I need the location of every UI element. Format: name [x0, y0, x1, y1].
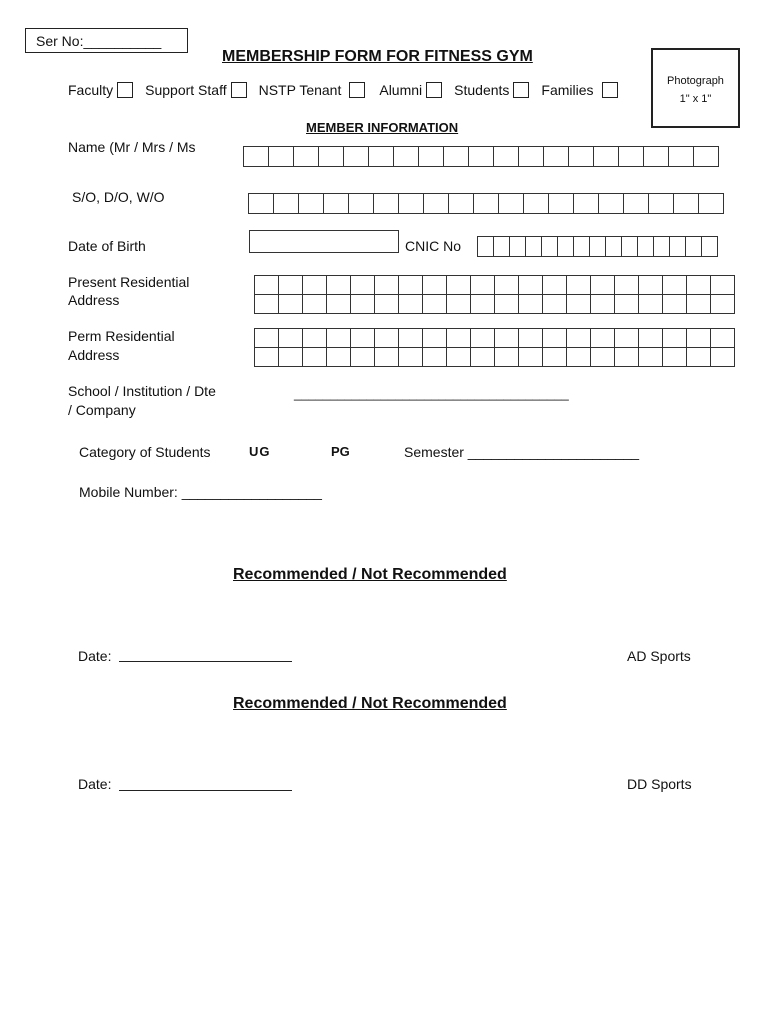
char-box[interactable] [350, 275, 375, 295]
char-box[interactable] [446, 275, 471, 295]
char-box[interactable] [669, 236, 686, 257]
char-box[interactable] [548, 193, 574, 214]
char-box[interactable] [393, 146, 419, 167]
char-box[interactable] [653, 236, 670, 257]
char-box[interactable] [710, 275, 735, 295]
char-box[interactable] [494, 275, 519, 295]
char-box[interactable] [662, 294, 687, 314]
char-box[interactable] [302, 347, 327, 367]
char-box[interactable] [698, 193, 724, 214]
char-box[interactable] [518, 146, 544, 167]
char-box[interactable] [686, 275, 711, 295]
char-box[interactable] [543, 146, 569, 167]
char-box[interactable] [468, 146, 494, 167]
perm-address-label-line2: Address [68, 347, 120, 363]
char-box[interactable] [398, 275, 423, 295]
char-box[interactable] [593, 146, 619, 167]
char-box[interactable] [273, 193, 299, 214]
char-box[interactable] [509, 236, 526, 257]
char-box[interactable] [686, 347, 711, 367]
char-box[interactable] [623, 193, 649, 214]
signatory-label: DD Sports [627, 776, 692, 792]
char-box[interactable] [614, 328, 639, 348]
char-box[interactable] [254, 294, 279, 314]
photograph-size: 1" x 1" [679, 93, 712, 105]
cnic-input-grid[interactable] [478, 236, 718, 257]
char-box[interactable] [470, 347, 495, 367]
category-label: Families [541, 82, 594, 98]
char-box[interactable] [374, 294, 399, 314]
char-box[interactable] [648, 193, 674, 214]
school-label-line2: / Company [68, 402, 136, 418]
name-input-grid[interactable] [244, 146, 719, 167]
char-box[interactable] [302, 294, 327, 314]
category-families[interactable] [541, 82, 617, 98]
dob-input[interactable] [249, 230, 399, 253]
char-box[interactable] [494, 347, 519, 367]
char-box[interactable] [318, 146, 344, 167]
char-box[interactable] [498, 193, 524, 214]
char-box[interactable] [525, 236, 542, 257]
char-box[interactable] [350, 347, 375, 367]
present-address-label: Present Residential [68, 274, 190, 290]
char-box[interactable] [374, 347, 399, 367]
char-box[interactable] [448, 193, 474, 214]
date-label: Date: [78, 648, 112, 664]
category-nstp-tenant[interactable] [259, 82, 366, 98]
char-box[interactable] [542, 275, 567, 295]
char-box[interactable] [494, 328, 519, 348]
char-box[interactable] [693, 146, 719, 167]
char-box[interactable] [686, 294, 711, 314]
char-box[interactable] [590, 294, 615, 314]
char-box[interactable] [248, 193, 274, 214]
char-box[interactable] [523, 193, 549, 214]
ug-option[interactable]: UG [249, 444, 271, 459]
semester-field[interactable]: Semester ______________________ [404, 444, 640, 460]
char-box[interactable] [590, 347, 615, 367]
char-box[interactable] [470, 294, 495, 314]
char-box[interactable] [470, 328, 495, 348]
photograph-label: Photograph [667, 75, 724, 87]
student-category-label: Category of Students [79, 444, 211, 460]
char-box[interactable] [541, 236, 558, 257]
cnic-label: CNIC No [405, 238, 462, 254]
school-input-line[interactable]: ______________________________________ [294, 386, 569, 401]
char-box[interactable] [614, 275, 639, 295]
char-box[interactable] [605, 236, 622, 257]
char-box[interactable] [662, 275, 687, 295]
name-label: Name (Mr / Mrs / Ms [68, 139, 196, 155]
char-box[interactable] [446, 328, 471, 348]
char-box[interactable] [493, 146, 519, 167]
char-box[interactable] [323, 193, 349, 214]
char-box[interactable] [566, 275, 591, 295]
membership-category-row [68, 82, 630, 98]
char-box[interactable] [477, 236, 494, 257]
char-box[interactable] [518, 328, 543, 348]
char-box[interactable] [326, 275, 351, 295]
perm-address-label: Perm Residential [68, 328, 175, 344]
category-label: Faculty [68, 82, 114, 98]
present-address-grid[interactable] [255, 275, 735, 313]
char-box[interactable] [710, 347, 735, 367]
char-box[interactable] [278, 347, 303, 367]
char-box[interactable] [686, 328, 711, 348]
char-box[interactable] [268, 146, 294, 167]
char-box[interactable] [614, 347, 639, 367]
char-box[interactable] [590, 275, 615, 295]
char-box[interactable] [348, 193, 374, 214]
char-box[interactable] [638, 328, 663, 348]
char-box[interactable] [350, 328, 375, 348]
char-box[interactable] [542, 328, 567, 348]
recommendation-heading: Recommended / Not Recommended [233, 566, 507, 583]
char-box[interactable] [302, 328, 327, 348]
category-support-staff[interactable] [145, 82, 246, 98]
char-box[interactable] [373, 193, 399, 214]
char-box[interactable] [368, 146, 394, 167]
category-label: Students [454, 82, 510, 98]
perm-address-grid[interactable] [255, 328, 735, 366]
char-box[interactable] [343, 146, 369, 167]
char-box[interactable] [243, 146, 269, 167]
char-box[interactable] [590, 328, 615, 348]
char-box[interactable] [710, 294, 735, 314]
relation-input-grid[interactable] [249, 193, 724, 214]
char-box[interactable] [398, 294, 423, 314]
school-label: School / Institution / Dte [68, 383, 216, 399]
char-box[interactable] [621, 236, 638, 257]
char-box[interactable] [443, 146, 469, 167]
char-box[interactable] [422, 328, 447, 348]
checkbox[interactable] [513, 82, 529, 98]
char-box[interactable] [293, 146, 319, 167]
form-title: MEMBERSHIP FORM FOR FITNESS GYM [222, 48, 533, 65]
char-box[interactable] [518, 347, 543, 367]
char-box[interactable] [618, 146, 644, 167]
char-box[interactable] [326, 328, 351, 348]
section-title: MEMBER INFORMATION [306, 120, 459, 135]
char-box[interactable] [254, 328, 279, 348]
recommendation-heading: Recommended / Not Recommended [233, 695, 507, 712]
category-faculty[interactable] [68, 82, 133, 98]
char-box[interactable] [710, 328, 735, 348]
char-box[interactable] [350, 294, 375, 314]
category-alumni[interactable] [379, 82, 442, 98]
present-address-label-line2: Address [68, 292, 120, 308]
char-box[interactable] [422, 275, 447, 295]
char-box[interactable] [278, 328, 303, 348]
char-box[interactable] [298, 193, 324, 214]
char-box[interactable] [374, 275, 399, 295]
checkbox[interactable] [231, 82, 247, 98]
char-box[interactable] [446, 347, 471, 367]
char-box[interactable] [398, 328, 423, 348]
char-box[interactable] [568, 146, 594, 167]
char-box[interactable] [326, 294, 351, 314]
photograph-box [651, 48, 740, 128]
mobile-number-field[interactable]: Mobile Number: __________________ [79, 484, 322, 500]
category-label: NSTP Tenant [258, 82, 342, 98]
char-box[interactable] [638, 275, 663, 295]
char-box[interactable] [638, 294, 663, 314]
char-box[interactable] [573, 236, 590, 257]
signatory-label: AD Sports [627, 648, 691, 664]
char-box[interactable] [326, 347, 351, 367]
char-box[interactable] [542, 347, 567, 367]
char-box[interactable] [302, 275, 327, 295]
char-box[interactable] [662, 328, 687, 348]
char-box[interactable] [398, 347, 423, 367]
char-box[interactable] [662, 347, 687, 367]
char-box[interactable] [254, 275, 279, 295]
char-box[interactable] [374, 328, 399, 348]
char-box[interactable] [418, 146, 444, 167]
char-box[interactable] [446, 294, 471, 314]
char-box[interactable] [278, 275, 303, 295]
char-box[interactable] [422, 294, 447, 314]
char-box[interactable] [668, 146, 694, 167]
char-box[interactable] [638, 347, 663, 367]
char-box[interactable] [673, 193, 699, 214]
char-box[interactable] [701, 236, 718, 257]
checkbox[interactable] [602, 82, 618, 98]
date-input-line[interactable] [119, 777, 292, 791]
date-input-line[interactable] [119, 648, 292, 662]
char-box[interactable] [566, 328, 591, 348]
char-box[interactable] [542, 294, 567, 314]
date-label: Date: [78, 776, 112, 792]
char-box[interactable] [637, 236, 654, 257]
char-box[interactable] [614, 294, 639, 314]
dob-label: Date of Birth [68, 238, 146, 254]
char-box[interactable] [598, 193, 624, 214]
char-box[interactable] [493, 236, 510, 257]
char-box[interactable] [566, 294, 591, 314]
char-box[interactable] [643, 146, 669, 167]
char-box[interactable] [685, 236, 702, 257]
char-box[interactable] [573, 193, 599, 214]
char-box[interactable] [422, 347, 447, 367]
char-box[interactable] [254, 347, 279, 367]
char-box[interactable] [423, 193, 449, 214]
char-box[interactable] [470, 275, 495, 295]
category-label: Alumni [379, 82, 423, 98]
checkbox[interactable] [426, 82, 442, 98]
category-label: Support Staff [145, 82, 227, 98]
char-box[interactable] [494, 294, 519, 314]
char-box[interactable] [589, 236, 606, 257]
category-students[interactable] [454, 82, 529, 98]
pg-option[interactable]: PG [331, 444, 350, 459]
checkbox[interactable] [117, 82, 133, 98]
serial-number-field[interactable]: Ser No:__________ [25, 28, 188, 53]
char-box[interactable] [473, 193, 499, 214]
char-box[interactable] [518, 294, 543, 314]
checkbox[interactable] [349, 82, 365, 98]
char-box[interactable] [518, 275, 543, 295]
char-box[interactable] [278, 294, 303, 314]
char-box[interactable] [398, 193, 424, 214]
relation-label: S/O, D/O, W/O [72, 189, 165, 205]
char-box[interactable] [557, 236, 574, 257]
char-box[interactable] [566, 347, 591, 367]
